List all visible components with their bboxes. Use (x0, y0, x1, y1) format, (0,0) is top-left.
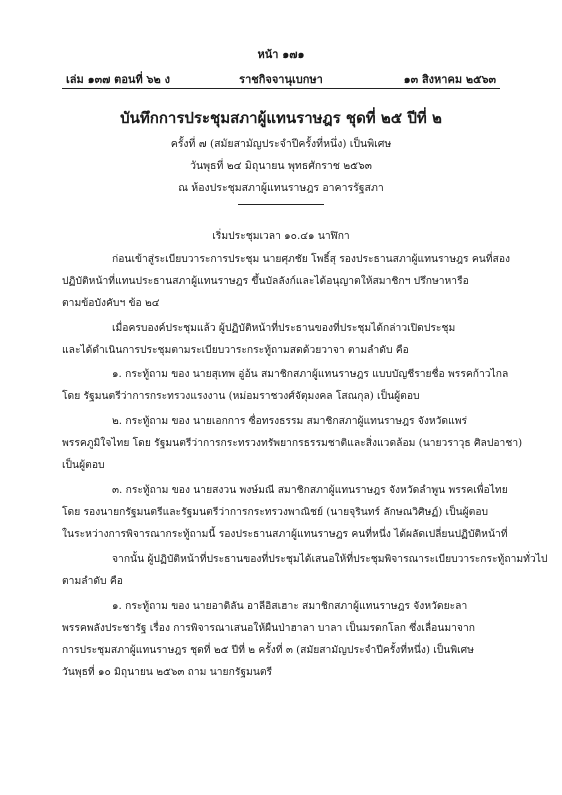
body-line: วันพุธที่ ๑๐ มิถุนายน ๒๕๖๓ ถาม นายกรัฐมนตรี (62, 666, 273, 678)
body-line: โดย รองนายกรัฐมนตรีและรัฐมนตรีว่าการกระทรวงพาณิชย์ (นายจุรินทร์ ลักษณวิศิษฏ์) เป็นผู้ตอบ (62, 506, 489, 518)
page-number: หน้า ๑๗๑ (257, 48, 305, 61)
publication-date: ๑๓ สิงหาคม ๒๕๖๓ (403, 73, 496, 86)
body-line: ในระหว่างการพิจารณากระทู้ถามนี้ รองประธานสภาผู้แทนราษฎร คนที่หนึ่ง ได้ผลัดเปลี่ยนปฏิบัติหน้าที่ (62, 528, 508, 540)
body-line: โดย รัฐมนตรีว่าการกระทรวงแรงงาน (หม่อมราชวงศ์จัตุมงคล โสณกุล) เป็นผู้ตอบ (62, 390, 420, 402)
gazette-header-row (66, 70, 496, 86)
body-line: ๓. กระทู้ถาม ของ นายสงวน พงษ์มณี สมาชิกสภาผู้แทนราษฎร จังหวัดลำพูน พรรคเพื่อไทย (112, 484, 508, 496)
body-line: ตามลำดับ คือ (62, 575, 123, 587)
publication-name: ราชกิจจานุเบกษา (239, 73, 323, 86)
body-line: เมื่อครบองค์ประชุมแล้ว ผู้ปฏิบัติหน้าที่ประธานของที่ประชุมได้กล่าวเปิดประชุม (112, 322, 456, 334)
body-line: และได้ดำเนินการประชุมตามระเบียบวาระกระทู้ถามสดด้วยวาจา ตามลำดับ คือ (62, 344, 409, 356)
body-line: ก่อนเข้าสู่ระเบียบวาระการประชุม นายศุภชัย โพธิ์สุ รองประธานสภาผู้แทนราษฎร คนที่สอง (112, 253, 511, 265)
session-line: ครั้งที่ ๗ (สมัยสามัญประจำปีครั้งที่หนึ่ง) เป็นพิเศษ (170, 138, 392, 150)
body-line: การประชุมสภาผู้แทนราษฎร ชุดที่ ๒๕ ปีที่ ๒ ครั้งที่ ๓ (สมัยสามัญประจำปีครั้งที่หนึ่ง) เป็นพิเศษ (62, 644, 474, 656)
body-line: พรรคพลังประชารัฐ เรื่อง การพิจารณาเสนอให้ผืนป่าฮาลา บาลา เป็นมรดกโลก ซึ่งเลื่อนมาจาก (62, 622, 475, 634)
header-divider (62, 88, 500, 89)
body-line: เป็นผู้ตอบ (62, 459, 105, 471)
body-line: พรรคภูมิใจไทย โดย รัฐมนตรีว่าการกระทรวงทรัพยากรธรรมชาติและสิ่งแวดล้อม (นายวราวุธ ศิลปอาชา) (62, 437, 523, 449)
body-line: ปฏิบัติหน้าที่แทนประธานสภาผู้แทนราษฎร ขึ้นบัลลังก์และได้อนุญาตให้สมาชิกฯ ปรึกษาหารือ (62, 275, 469, 287)
title-divider (238, 204, 324, 205)
meeting-venue: ณ ห้องประชุมสภาผู้แทนราษฎร อาคารรัฐสภา (178, 182, 384, 194)
body-line: จากนั้น ผู้ปฏิบัติหน้าที่ประธานของที่ประชุมได้เสนอให้ที่ประชุมพิจารณาระเบียบวาระกระทู้ถามทั่วไป (112, 553, 548, 565)
volume-issue: เล่ม ๑๓๗ ตอนที่ ๖๒ ง (66, 73, 170, 86)
document-title: บันทึกการประชุมสภาผู้แทนราษฎร ชุดที่ ๒๕ ปีที่ ๒ (120, 109, 442, 127)
body-line: เริ่มประชุมเวลา ๑๐.๔๑ นาฬิกา (212, 230, 350, 242)
body-line: ๒. กระทู้ถาม ของ นายเอกการ ซื่อทรงธรรม สมาชิกสภาผู้แทนราษฎร จังหวัดแพร่ (112, 415, 468, 427)
body-line: ตามข้อบังคับฯ ข้อ ๒๔ (62, 297, 160, 309)
meeting-date: วันพุธที่ ๒๔ มิถุนายน พุทธศักราช ๒๕๖๓ (190, 160, 372, 172)
body-line: ๑. กระทู้ถาม ของ นายสุเทพ อู่อ้น สมาชิกสภาผู้แทนราษฎร แบบบัญชีรายชื่อ พรรคก้าวไกล (112, 368, 509, 380)
body-line: ๑. กระทู้ถาม ของ นายอาดิลัน อาลีอิสเฮาะ สมาชิกสภาผู้แทนราษฎร จังหวัดยะลา (112, 600, 468, 612)
